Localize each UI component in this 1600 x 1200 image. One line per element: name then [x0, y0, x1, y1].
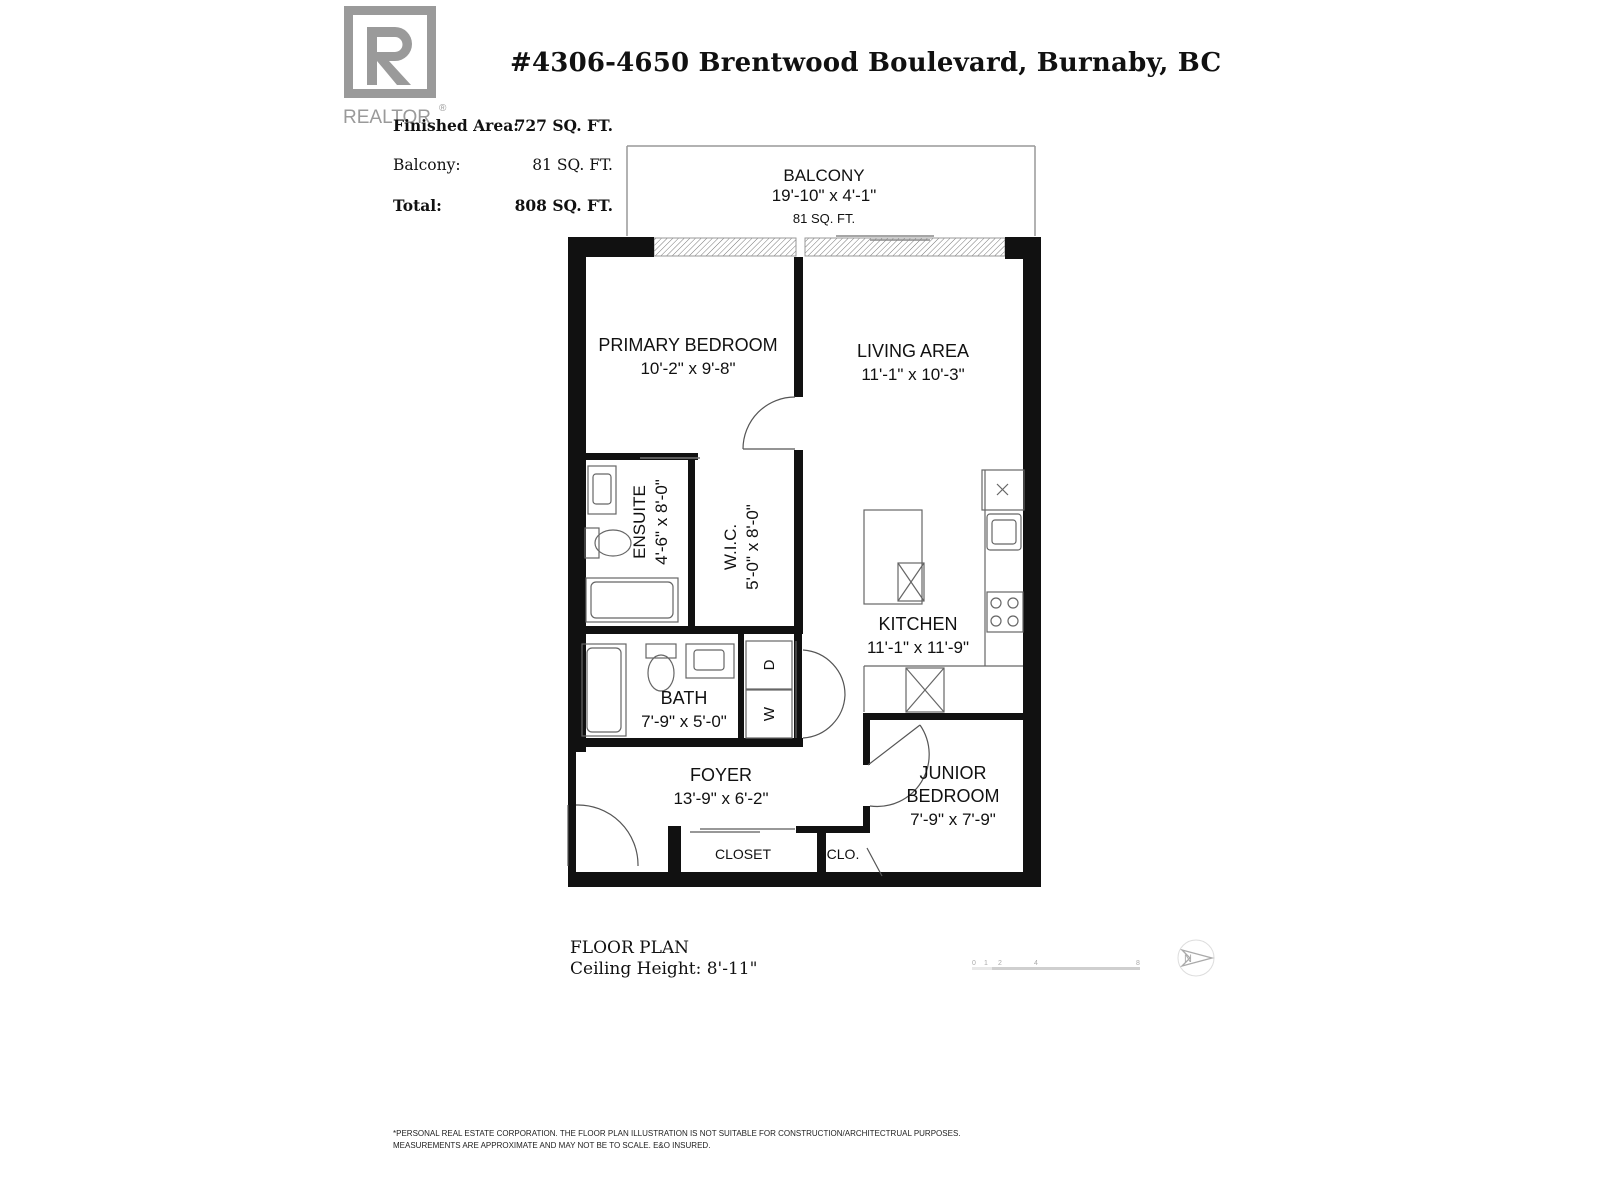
wic-dims: 5'-0" x 8'-0"	[743, 504, 762, 590]
scale-bar	[972, 956, 1144, 974]
closet-label: CLOSET	[714, 846, 772, 862]
scale-label: 0	[972, 960, 976, 967]
svg-text:®: ®	[439, 103, 447, 114]
floor-plan-caption	[570, 938, 757, 980]
disclaimer-line: MEASUREMENTS ARE APPROXIMATE AND MAY NOT BE TO SCALE. E&O INSURED.	[393, 1141, 711, 1150]
kitchen-dims: 11'-1" x 11'-9"	[866, 638, 970, 657]
junior-bedroom-name-2: BEDROOM	[906, 786, 1000, 806]
primary-bedroom-dims: 10'-2" x 9'-8"	[640, 359, 736, 378]
ensuite-dims: 4'-6" x 8'-0"	[652, 479, 671, 565]
disclaimer	[393, 1128, 961, 1152]
primary-bedroom-name: PRIMARY BEDROOM	[598, 335, 778, 355]
scale-label: 4	[1034, 960, 1038, 967]
area-value: 81 SQ. FT.	[532, 156, 613, 174]
living-area-name: LIVING AREA	[856, 341, 970, 361]
area-value: 808 SQ. FT.	[514, 196, 613, 215]
scale-label: 8	[1136, 960, 1140, 967]
washer-label: W	[761, 706, 778, 722]
junior-bedroom-dims: 7'-9" x 7'-9"	[910, 810, 996, 829]
area-label: Finished Area:	[393, 116, 519, 135]
area-label: Balcony:	[393, 156, 461, 174]
wic-name: W.I.C.	[721, 523, 740, 571]
scale-label: 1	[984, 960, 988, 967]
foyer-dims: 13'-9" x 6'-2"	[673, 789, 769, 808]
window-hatch	[654, 238, 796, 256]
property-address: #4306-4650 Brentwood Boulevard, Burnaby, BC	[510, 48, 1222, 78]
ensuite-name: ENSUITE	[630, 485, 649, 559]
balcony-dims: 19'-10" x 4'-1"	[771, 186, 877, 205]
balcony-area: 81 SQ. FT.	[792, 211, 856, 226]
kitchen-fixtures	[864, 470, 1024, 712]
area-value: 727 SQ. FT.	[514, 116, 613, 135]
clo-label: CLO.	[826, 846, 860, 862]
living-area-dims: 11'-1" x 10'-3"	[861, 365, 965, 384]
disclaimer-line: *PERSONAL REAL ESTATE CORPORATION. THE FLOOR PLAN ILLUSTRATION IS NOT SUITABLE FOR CONSTRUCTION/ARCHITECTRUAL PURPOSES.	[393, 1129, 961, 1138]
dryer-label: D	[761, 659, 778, 671]
balcony-name: BALCONY	[783, 166, 865, 185]
bath-dims: 7'-9" x 5'-0"	[641, 712, 727, 731]
kitchen-name: KITCHEN	[878, 614, 958, 634]
area-label: Total:	[393, 196, 442, 215]
north-letter: N	[1184, 953, 1192, 965]
laundry-units	[746, 641, 796, 738]
scale-label: 2	[998, 960, 1002, 967]
floor-plan-title: FLOOR PLAN	[570, 938, 690, 958]
svg-text:REALTOR: REALTOR	[343, 107, 431, 127]
north-arrow-icon	[1176, 938, 1216, 978]
foyer-name: FOYER	[689, 765, 753, 785]
junior-bedroom-name-1: JUNIOR	[919, 763, 987, 783]
ceiling-height: Ceiling Height: 8'-11"	[570, 959, 758, 979]
bath-name: BATH	[660, 688, 708, 708]
